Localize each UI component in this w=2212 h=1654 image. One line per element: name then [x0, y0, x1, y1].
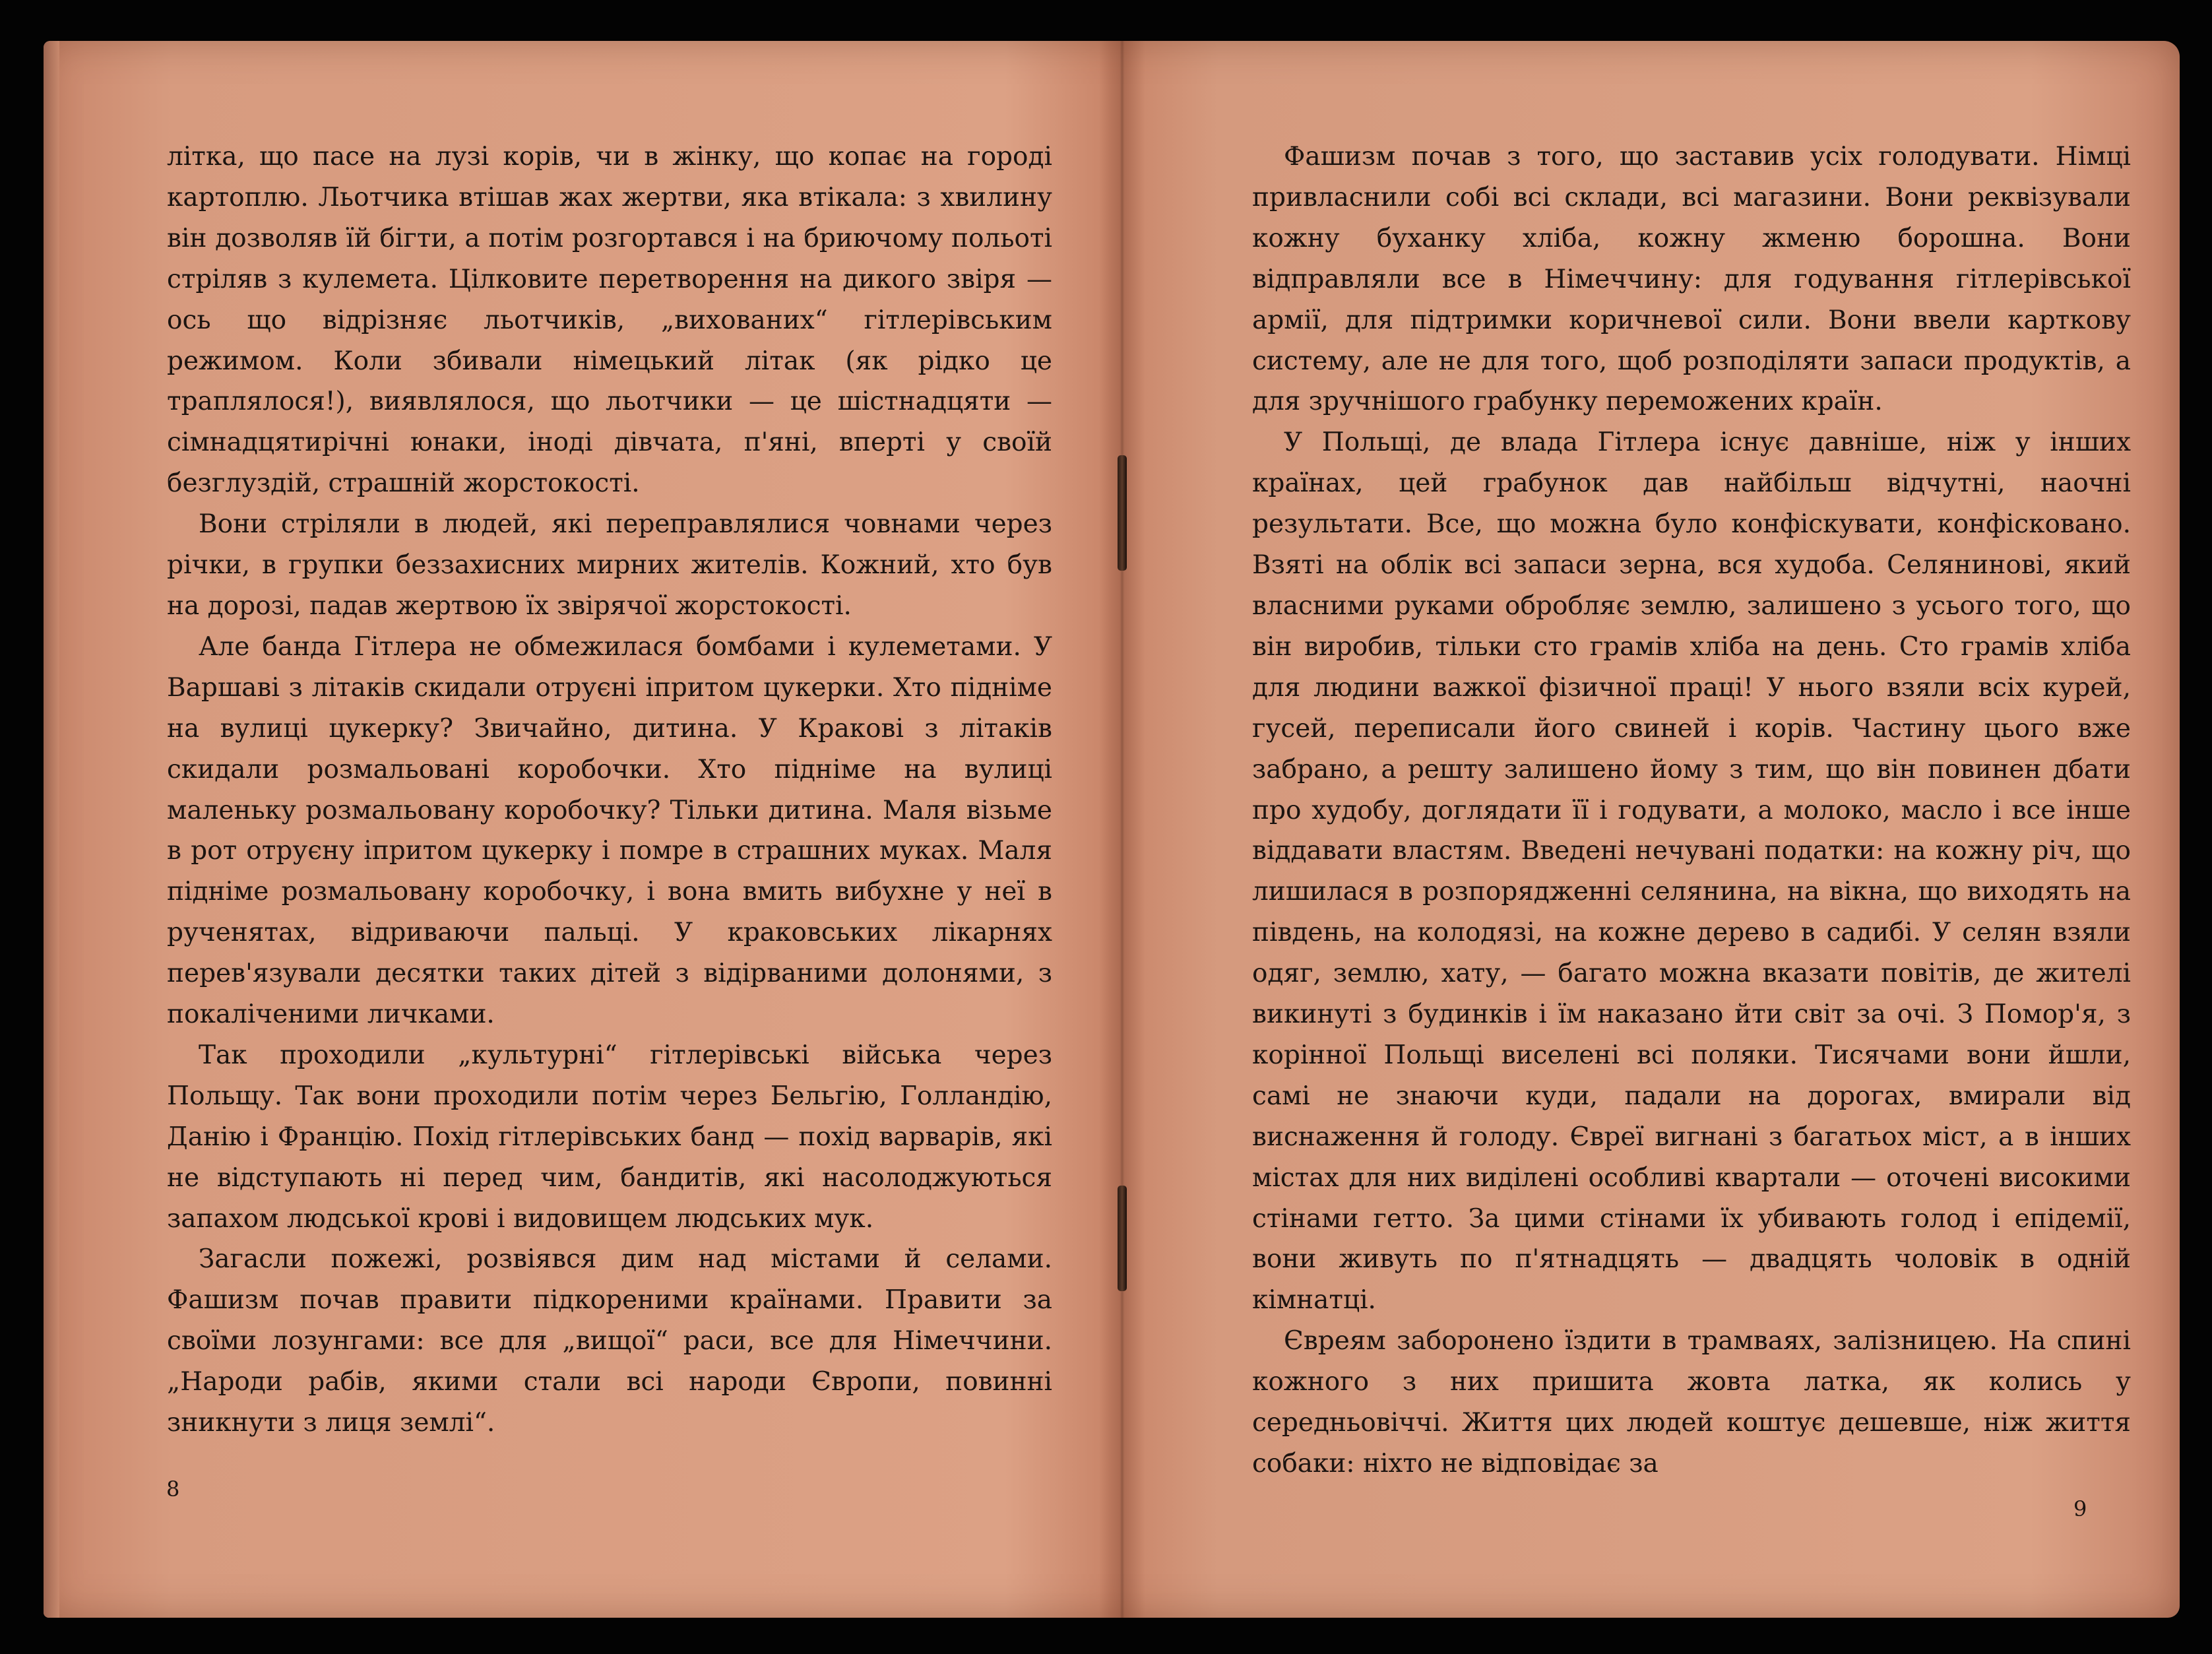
left-paragraph-5: Загасли пожежі, розвіявся дим над містами й селами. Фашизм почав правити підкореними країнами. Правити за своїми лозунгами: все для „вищої“ раси, все для Німеччини. „Народи рабів, якими стали всі народи Європи, повинні зникнути з лиця землі“. — [167, 1244, 1052, 1438]
left-page-text — [167, 137, 1052, 1444]
open-booklet — [44, 41, 2180, 1618]
left-paragraph-3: Але банда Гітлера не обмежилася бомбами і кулеметами. У Варшаві з літаків скидали отруєні іпритом цукерки. Хто підніме на вулиці цукерку? Звичайно, дитина. У Кракові з літаків скидали розмальовані коробочки. Хто підніме на вулиці маленьку розмальовану коробочку? Тільки дитина. Маля візьме в рот отруєну іпритом цукерку і помре в страшних муках. Маля підніме розмальовану коробочку, і вона вмить вибухне у неї в рученятах, відриваючи пальці. У краковських лікарнях перев'язували десятки таких дітей з відірваними долонями, з покаліченими личками. — [167, 631, 1052, 1030]
right-page-number: 9 — [2073, 1496, 2087, 1521]
left-paragraph-2: Вони стріляли в людей, які переправлялися човнами через річки, в групки беззахисних мирних жителів. Кожний, хто був на дорозі, падав жертвою їх звірячої жорстокості. — [167, 509, 1052, 621]
left-paragraph-1: літка, що пасе на лузі корів, чи в жінку, що копає на городі картоплю. Льотчика втішав жах жертви, яка втікала: з хвилину він дозволяв їй бігти, а потім розгортався і на бриючому польоті стріляв з кулемета. Цілковите перетворення на дикого звіря — ось що відрізняє льотчиків, „вихованих“ гітлерівським режимом. Коли збивали німецький літак (як рідко це траплялося!), виявлялося, що льотчики — це шістнадцяти — сімнадцятирічні юнаки, іноді дівчата, п'яні, вперті у своїй безглуздій, страшній жорстокості. — [167, 142, 1052, 499]
right-page-text — [1252, 137, 2131, 1484]
left-paragraph-4: Так проходили „культурні“ гітлерівські війська через Польщу. Так вони проходили потім через Бельгію, Голландію, Данію і Францію. Похід гітлерівських банд — похід варварів, які не відступають ні перед чим, бандитів, які насолоджуються запахом людської крові і видовищем людських мук. — [167, 1040, 1052, 1234]
right-paragraph-2: У Польщі, де влада Гітлера існує давніше, ніж у інших країнах, цей грабунок дав найбільш відчутні, наочні результати. Все, що можна було конфіскувати, конфісковано. Взяті на облік всі запаси зерна, вся худоба. Селянинові, який власними руками обробляє землю, залишено з усього того, що він виробив, тільки сто грамів хліба на день. Сто грамів хліба для людини важкої фізичної праці! У нього взяли всіх курей, гусей, переписали його свиней і корів. Частину цього вже забрано, а решту залишено йому з тим, що він повинен дбати про худобу, доглядати її і годувати, а молоко, масло і все інше віддавати властям. Введені нечувані податки: на кожну річ, що лишилася в розпорядженні селянина, на вікна, що виходять на південь, на колодязі, на кожне дерево в садибі. У селян взяли одяг, землю, хату, — багато можна вказати повітів, де жителі викинуті з будинків і їм наказано йти світ за очі. З Помор'я, з корінної Польщі виселені всі поляки. Тисячами вони йшли, самі не знаючи куди, падали на дорогах, вмирали від виснаження й голоду. Євреї вигнані з багатьох міст, а в інших містах для них виділені особливі квартали — оточені високими стінами гетто. За цими стінами їх убивають голод і епідемії, вони живуть по п'ятнадцять — двадцять чоловік в одній кімнатці. — [1252, 428, 2131, 1316]
right-paragraph-1: Фашизм почав з того, що заставив усіх голодувати. Німці привласнили собі всі склади, всі магазини. Вони реквізували кожну буханку хліба, кожну жменю борошна. Вони відправляли все в Німеччину: для годування гітлерівської армії, для підтримки коричневої сили. Вони ввели карткову систему, але не для того, щоб розподіляти запаси продуктів, а для зручнішого грабунку переможених країн. — [1252, 142, 2131, 417]
right-page — [1125, 41, 2180, 1618]
left-page-number: 8 — [166, 1477, 180, 1502]
left-page — [44, 41, 1119, 1618]
right-paragraph-3: Євреям заборонено їздити в трамваях, залізницею. На спині кожного з них пришита жовта латка, як колись у середньовіччі. Життя цих людей коштує дешевше, ніж життя собаки: ніхто не відповідає за — [1252, 1326, 2131, 1479]
